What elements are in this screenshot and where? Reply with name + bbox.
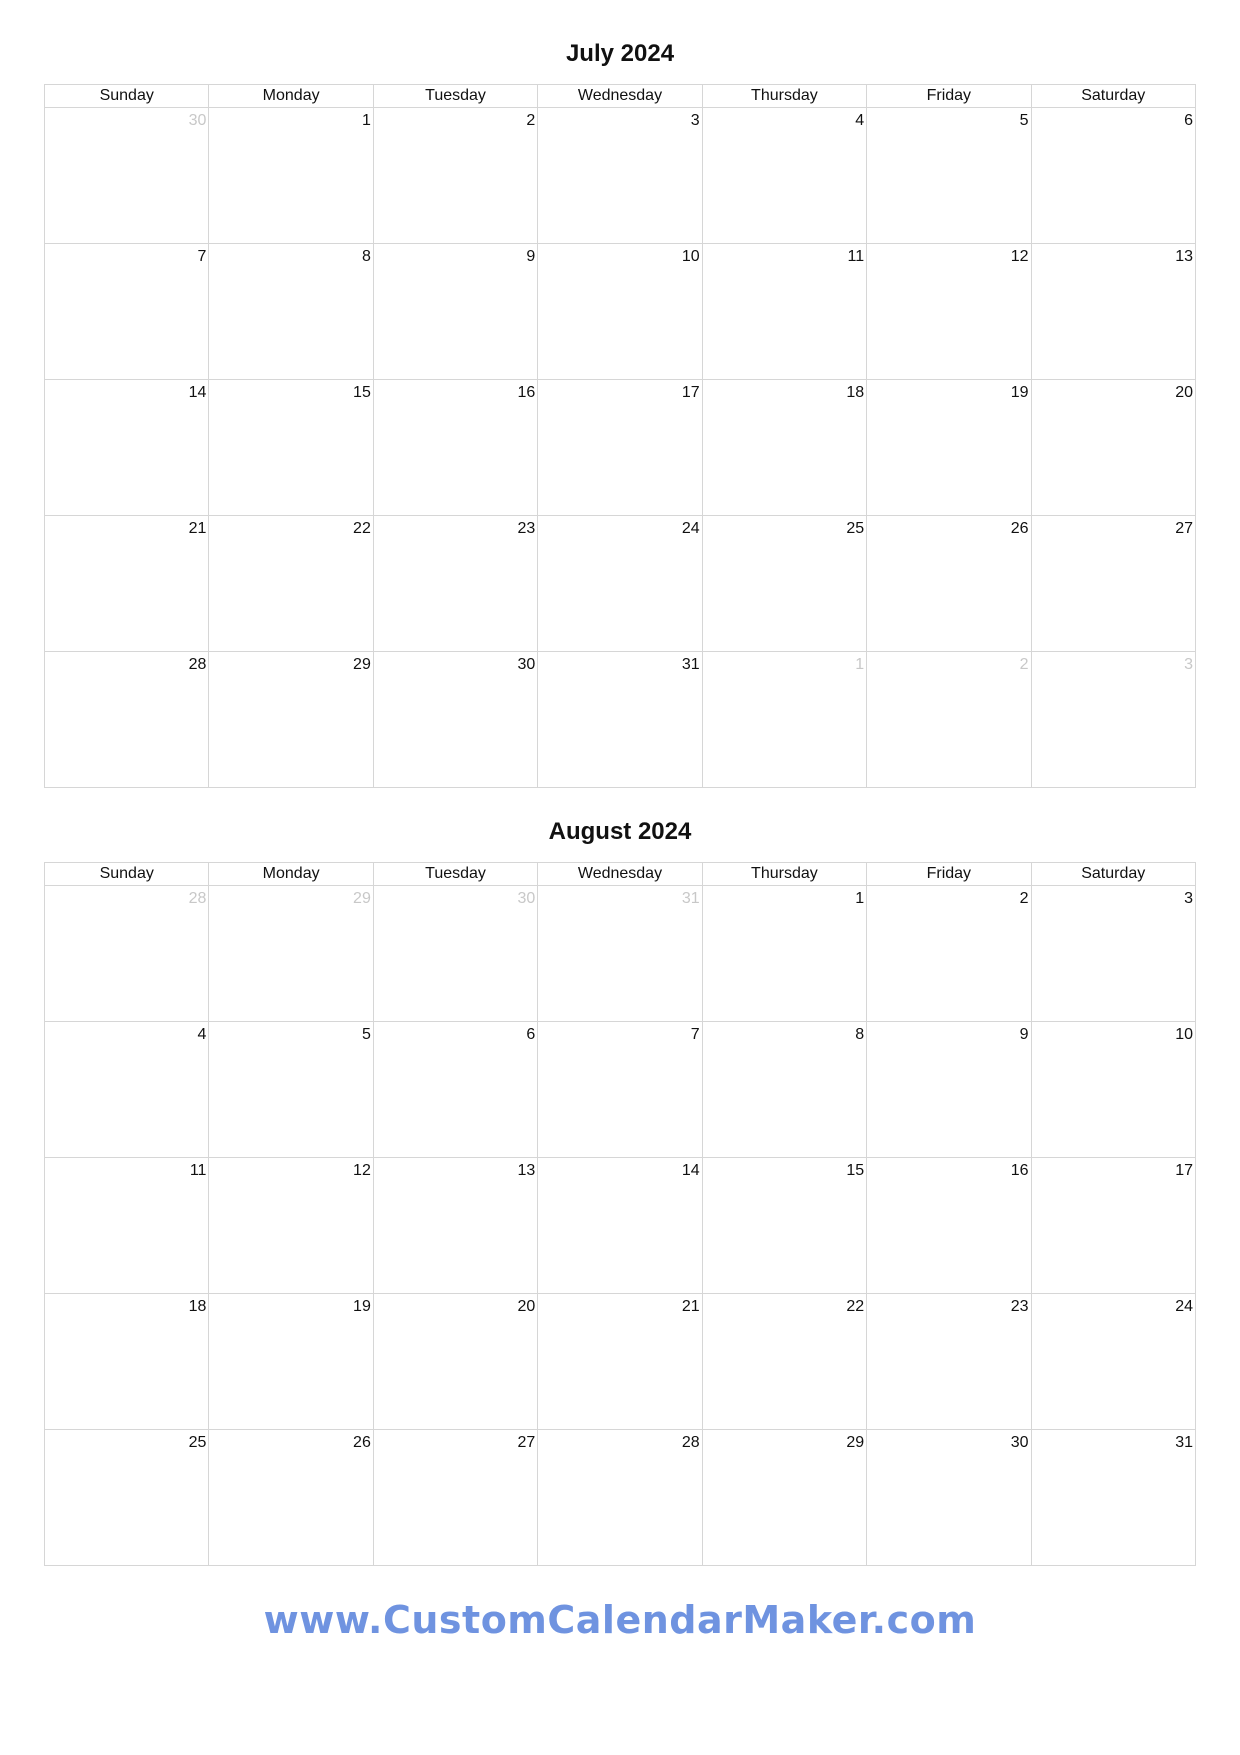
- day-cell[interactable]: [702, 244, 866, 380]
- calendar-grid: [44, 862, 1196, 1566]
- day-number: 29: [353, 656, 371, 673]
- day-number: 5: [1019, 112, 1029, 129]
- day-cell[interactable]: [209, 652, 373, 788]
- week-row: [45, 244, 1196, 380]
- day-cell[interactable]: [538, 652, 702, 788]
- day-number: 21: [188, 520, 207, 537]
- day-number: 8: [361, 248, 371, 265]
- day-cell[interactable]: [45, 380, 209, 516]
- day-cell[interactable]: [209, 244, 373, 380]
- day-cell[interactable]: [1031, 886, 1195, 1022]
- day-number: 17: [681, 384, 700, 401]
- day-number: 2: [1019, 656, 1029, 673]
- day-cell[interactable]: [538, 1430, 702, 1566]
- weekday-header: Wednesday: [538, 863, 702, 886]
- week-row: [45, 1022, 1196, 1158]
- day-number: 31: [681, 890, 700, 907]
- day-number: 7: [690, 1026, 700, 1043]
- day-cell[interactable]: [209, 380, 373, 516]
- day-number: 17: [1175, 1162, 1193, 1179]
- day-cell[interactable]: [45, 1294, 209, 1430]
- month-title: July 2024: [565, 40, 675, 67]
- day-cell[interactable]: [1031, 1158, 1195, 1294]
- weekday-header: Thursday: [702, 863, 866, 886]
- day-number: 21: [681, 1298, 700, 1315]
- day-cell[interactable]: [373, 380, 537, 516]
- day-cell[interactable]: [45, 652, 209, 788]
- day-number: 14: [188, 384, 207, 401]
- day-cell[interactable]: [1031, 1294, 1195, 1430]
- day-cell[interactable]: [702, 1158, 866, 1294]
- day-cell[interactable]: [867, 1294, 1031, 1430]
- day-number: 10: [1175, 1026, 1193, 1043]
- website-link[interactable]: www.CustomCalendarMaker.com: [263, 1598, 977, 1642]
- day-cell[interactable]: [1031, 1430, 1195, 1566]
- day-number: 20: [1175, 384, 1193, 401]
- day-cell[interactable]: [702, 380, 866, 516]
- day-number: 9: [1019, 1026, 1029, 1043]
- day-number: 23: [1010, 1298, 1029, 1315]
- day-cell[interactable]: [867, 1022, 1031, 1158]
- day-number: 28: [681, 1434, 700, 1451]
- day-cell-other-month[interactable]: [702, 652, 866, 788]
- day-number: 19: [1010, 384, 1029, 401]
- day-cell[interactable]: [373, 516, 537, 652]
- day-cell[interactable]: [373, 1294, 537, 1430]
- day-number: 30: [188, 112, 207, 129]
- day-cell[interactable]: [702, 108, 866, 244]
- day-cell[interactable]: [867, 886, 1031, 1022]
- day-number: 11: [189, 1162, 207, 1179]
- day-number: 4: [855, 112, 865, 129]
- day-number: 31: [1175, 1434, 1193, 1451]
- day-cell[interactable]: [538, 108, 702, 244]
- day-cell[interactable]: [45, 516, 209, 652]
- day-number: 30: [517, 890, 536, 907]
- day-cell[interactable]: [209, 108, 373, 244]
- week-row: [45, 1158, 1196, 1294]
- day-number: 6: [526, 1026, 536, 1043]
- day-number: 7: [197, 248, 207, 265]
- day-number: 26: [353, 1434, 371, 1451]
- week-row: [45, 108, 1196, 244]
- day-number: 27: [1175, 520, 1193, 537]
- week-row: [45, 886, 1196, 1022]
- weekday-header: Saturday: [1031, 85, 1195, 108]
- day-number: 5: [361, 1026, 371, 1043]
- day-cell[interactable]: [538, 244, 702, 380]
- day-cell-other-month[interactable]: [45, 886, 209, 1022]
- day-cell-other-month[interactable]: [373, 886, 537, 1022]
- day-number: 4: [197, 1026, 207, 1043]
- day-number: 15: [353, 384, 371, 401]
- weekday-header: Monday: [209, 863, 373, 886]
- day-cell[interactable]: [538, 1158, 702, 1294]
- weekday-header: Friday: [867, 863, 1031, 886]
- day-number: 10: [681, 248, 700, 265]
- day-number: 3: [690, 112, 700, 129]
- day-cell[interactable]: [1031, 516, 1195, 652]
- weekday-header: Sunday: [45, 863, 209, 886]
- day-cell[interactable]: [702, 1294, 866, 1430]
- day-cell[interactable]: [209, 516, 373, 652]
- day-cell[interactable]: [538, 1294, 702, 1430]
- day-number: 28: [188, 890, 207, 907]
- day-cell[interactable]: [1031, 1022, 1195, 1158]
- day-number: 24: [681, 520, 700, 537]
- day-number: 13: [517, 1162, 536, 1179]
- day-number: 16: [1010, 1162, 1029, 1179]
- month-title: August 2024: [548, 818, 692, 845]
- day-number: 2: [526, 112, 536, 129]
- day-cell[interactable]: [373, 652, 537, 788]
- day-cell-other-month[interactable]: [209, 886, 373, 1022]
- day-cell-other-month[interactable]: [867, 652, 1031, 788]
- day-cell[interactable]: [209, 1158, 373, 1294]
- day-cell[interactable]: [45, 1022, 209, 1158]
- day-number: 18: [846, 384, 865, 401]
- day-cell[interactable]: [1031, 108, 1195, 244]
- day-number: 12: [353, 1162, 371, 1179]
- day-cell[interactable]: [538, 516, 702, 652]
- day-number: 2: [1019, 890, 1029, 907]
- day-number: 23: [517, 520, 536, 537]
- weekday-header: Tuesday: [373, 85, 537, 108]
- day-number: 25: [188, 1434, 207, 1451]
- day-number: 31: [681, 656, 700, 673]
- day-number: 3: [1184, 890, 1193, 907]
- day-number: 22: [846, 1298, 865, 1315]
- day-cell[interactable]: [702, 886, 866, 1022]
- day-cell[interactable]: [373, 1430, 537, 1566]
- day-cell[interactable]: [373, 244, 537, 380]
- day-cell[interactable]: [1031, 244, 1195, 380]
- day-cell[interactable]: [867, 1430, 1031, 1566]
- day-cell[interactable]: [209, 1430, 373, 1566]
- day-number: 20: [517, 1298, 536, 1315]
- day-cell[interactable]: [1031, 380, 1195, 516]
- day-number: 14: [681, 1162, 700, 1179]
- day-number: 30: [517, 656, 536, 673]
- day-cell[interactable]: [209, 1022, 373, 1158]
- day-cell[interactable]: [538, 1022, 702, 1158]
- calendar-month-august: [44, 816, 1196, 1566]
- day-cell-other-month[interactable]: [538, 886, 702, 1022]
- day-number: 27: [517, 1434, 536, 1451]
- day-cell[interactable]: [45, 244, 209, 380]
- day-number: 22: [353, 520, 371, 537]
- day-cell[interactable]: [209, 1294, 373, 1430]
- day-cell[interactable]: [867, 108, 1031, 244]
- weekday-header: Tuesday: [373, 863, 537, 886]
- day-number: 12: [1010, 248, 1029, 265]
- day-cell[interactable]: [867, 1158, 1031, 1294]
- day-number: 1: [855, 656, 865, 673]
- weekday-header-row: [45, 85, 1196, 108]
- day-number: 1: [855, 890, 865, 907]
- day-number: 19: [353, 1298, 371, 1315]
- day-number: 24: [1175, 1298, 1193, 1315]
- day-cell[interactable]: [373, 108, 537, 244]
- day-cell[interactable]: [867, 516, 1031, 652]
- week-row: [45, 380, 1196, 516]
- day-number: 28: [188, 656, 207, 673]
- week-row: [45, 1430, 1196, 1566]
- week-row: [45, 652, 1196, 788]
- weekday-header: Thursday: [702, 85, 866, 108]
- day-cell[interactable]: [702, 1022, 866, 1158]
- day-cell[interactable]: [538, 380, 702, 516]
- day-cell[interactable]: [702, 516, 866, 652]
- day-cell-other-month[interactable]: [1031, 652, 1195, 788]
- day-cell[interactable]: [45, 1430, 209, 1566]
- day-number: 1: [361, 112, 371, 129]
- day-cell[interactable]: [702, 1430, 866, 1566]
- day-number: 8: [855, 1026, 865, 1043]
- calendar-weeks: [45, 886, 1196, 1566]
- day-cell[interactable]: [867, 380, 1031, 516]
- calendar-month-july: [44, 38, 1196, 788]
- day-cell[interactable]: [373, 1158, 537, 1294]
- day-number: 29: [353, 890, 371, 907]
- weekday-header: Wednesday: [538, 85, 702, 108]
- day-cell-other-month[interactable]: [45, 108, 209, 244]
- weekday-header: Monday: [209, 85, 373, 108]
- day-number: 18: [188, 1298, 207, 1315]
- day-cell[interactable]: [45, 1158, 209, 1294]
- day-number: 26: [1010, 520, 1029, 537]
- day-number: 25: [846, 520, 865, 537]
- week-row: [45, 1294, 1196, 1430]
- day-number: 9: [526, 248, 536, 265]
- day-number: 11: [847, 248, 865, 265]
- calendar-weeks: [45, 108, 1196, 788]
- weekday-header: Sunday: [45, 85, 209, 108]
- day-number: 16: [517, 384, 536, 401]
- day-number: 29: [846, 1434, 865, 1451]
- day-number: 30: [1010, 1434, 1029, 1451]
- calendar-grid: [44, 84, 1196, 788]
- day-number: 3: [1184, 656, 1193, 673]
- day-cell[interactable]: [867, 244, 1031, 380]
- day-number: 6: [1184, 112, 1193, 129]
- day-number: 13: [1175, 248, 1193, 265]
- week-row: [45, 516, 1196, 652]
- weekday-header-row: [45, 863, 1196, 886]
- day-cell[interactable]: [373, 1022, 537, 1158]
- day-number: 15: [846, 1162, 865, 1179]
- weekday-header: Saturday: [1031, 863, 1195, 886]
- weekday-header: Friday: [867, 85, 1031, 108]
